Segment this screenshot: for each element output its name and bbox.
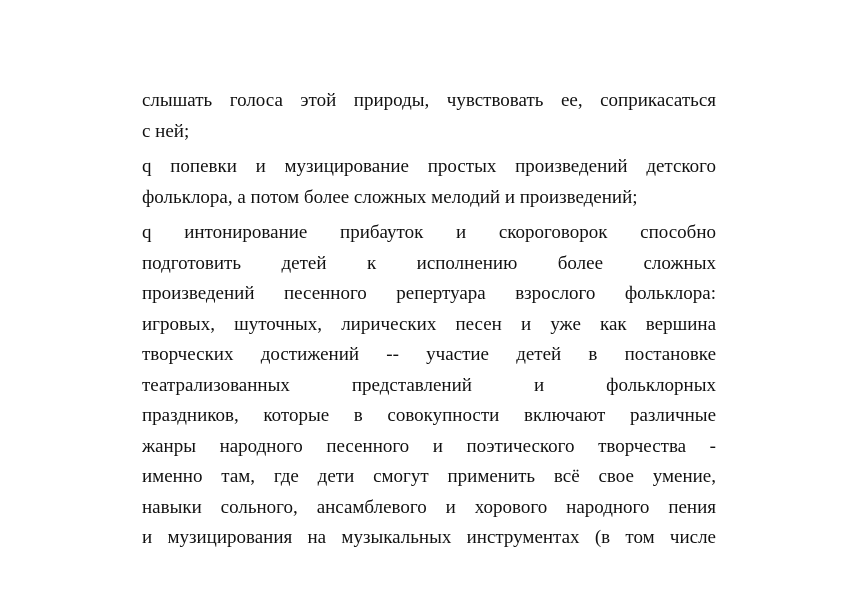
text-line: произведений песенного репертуара взрослого фольклора: <box>142 283 716 304</box>
text-line: навыки сольного, ансамблевого и хорового народного пения <box>142 496 716 518</box>
text-line: q интонирование прибауток и скороговорок способно <box>142 222 716 243</box>
text-line: подготовить детей к исполнению более сложных <box>142 252 716 274</box>
text-line: q попевки и музицирование простых произведений детского <box>142 156 716 177</box>
text-line: и музицирования на музыкальных инструментах (в том числе <box>142 527 716 548</box>
text-line: театрализованных представлений и фольклорных <box>142 374 716 396</box>
paragraph <box>142 86 716 147</box>
body-text <box>142 86 716 559</box>
text-line: слышать голоса этой природы, чувствовать ее, соприкасаться <box>142 90 716 111</box>
text-line: игровых, шуточных, лирических песен и уже как вершина <box>142 313 716 335</box>
text-line: с ней; <box>142 120 190 142</box>
text-line: творческих достижений -- участие детей в постановке <box>142 344 716 365</box>
text-line: именно там, где дети смогут применить всё свое умение, <box>142 466 716 487</box>
text-line: фольклора, а потом более сложных мелодий и произведений; <box>142 186 638 208</box>
text-line: жанры народного песенного и поэтического творчества - <box>142 435 716 457</box>
text-line: праздников, которые в совокупности включают различные <box>142 405 716 426</box>
list-item-paragraph <box>142 152 716 213</box>
list-item-paragraph <box>142 218 716 554</box>
